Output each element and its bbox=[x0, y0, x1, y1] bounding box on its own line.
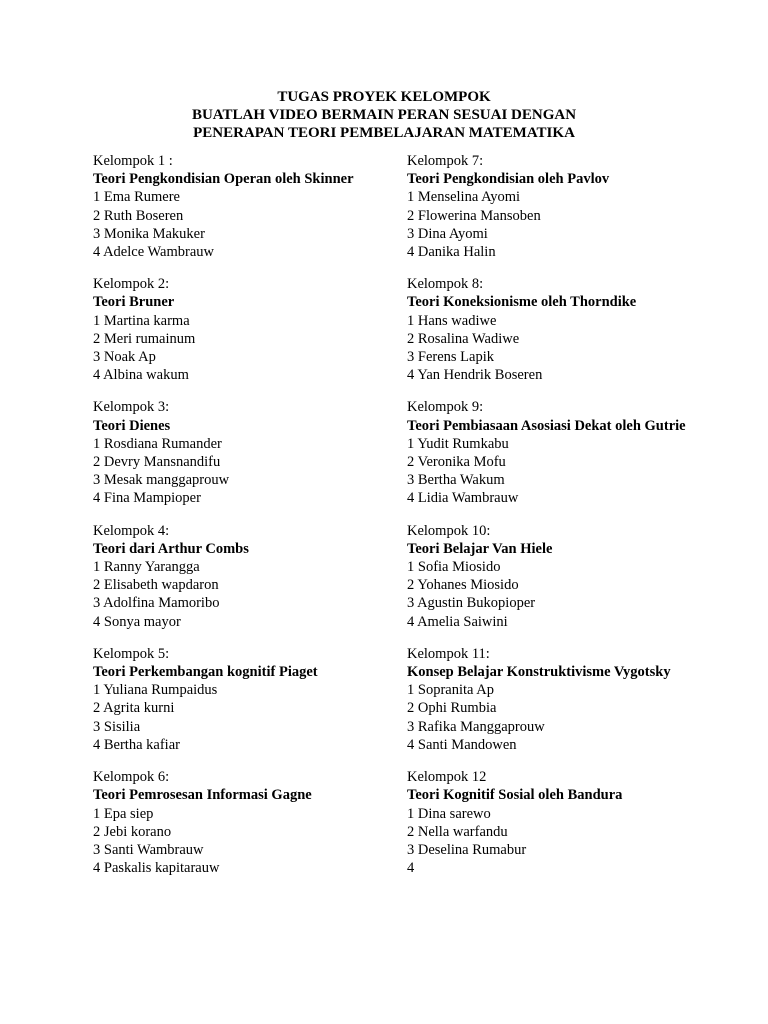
group-theory: Teori Pengkondisian Operan oleh Skinner bbox=[93, 171, 354, 188]
group-member: 4 Adelce Wambrauw bbox=[93, 244, 214, 261]
group-block bbox=[407, 152, 707, 261]
group-member: 2 Ophi Rumbia bbox=[407, 700, 497, 717]
group-member: 1 Rosdiana Rumander bbox=[93, 435, 222, 452]
group-member: 1 Menselina Ayomi bbox=[407, 189, 521, 206]
group-member: 2 Yohanes Miosido bbox=[407, 577, 519, 594]
group-member: 3 Mesak manggaprouw bbox=[93, 472, 230, 489]
group-theory: Teori Pemrosesan Informasi Gagne bbox=[93, 787, 312, 804]
group-member: 1 Yuliana Rumpaidus bbox=[93, 682, 218, 699]
group-block bbox=[407, 522, 707, 631]
group-member: 1 Ema Rumere bbox=[93, 189, 180, 206]
group-member: 4 Yan Hendrik Boseren bbox=[407, 367, 543, 384]
group-member: 2 Jebi korano bbox=[93, 823, 172, 840]
group-member: 1 Martina karma bbox=[93, 312, 190, 329]
group-member: 2 Meri rumainum bbox=[93, 330, 196, 347]
group-member: 2 Elisabeth wapdaron bbox=[93, 577, 219, 594]
group-member: 1 Hans wadiwe bbox=[407, 312, 497, 329]
group-member: 4 Fina Mampioper bbox=[93, 490, 201, 507]
group-member: 4 Paskalis kapitarauw bbox=[93, 860, 220, 877]
group-member: 2 Ruth Boseren bbox=[93, 207, 184, 224]
group-member: 1 Sopranita Ap bbox=[407, 682, 494, 699]
group-theory: Teori Belajar Van Hiele bbox=[407, 540, 553, 557]
title-line: BUATLAH VIDEO BERMAIN PERAN SESUAI DENGAN bbox=[191, 107, 577, 123]
group-label: Kelompok 5: bbox=[93, 645, 170, 662]
group-member: 3 Adolfina Mamoribo bbox=[93, 595, 220, 612]
group-label: Kelompok 2: bbox=[93, 276, 170, 293]
group-label: Kelompok 8: bbox=[407, 276, 484, 293]
group-theory: Teori dari Arthur Combs bbox=[93, 540, 249, 557]
group-member: 2 Devry Mansnandifu bbox=[93, 454, 221, 471]
group-member: 3 Dina Ayomi bbox=[407, 225, 488, 242]
group-label: Kelompok 3: bbox=[93, 399, 170, 416]
group-theory: Teori Kognitif Sosial oleh Bandura bbox=[407, 787, 623, 804]
group-block bbox=[407, 275, 707, 384]
group-theory: Teori Koneksionisme oleh Thorndike bbox=[407, 294, 637, 311]
group-label: Kelompok 12 bbox=[407, 769, 487, 786]
title-line: PENERAPAN TEORI PEMBELAJARAN MATEMATIKA bbox=[193, 125, 575, 141]
right-column bbox=[407, 152, 707, 877]
group-member: 3 Santi Wambrauw bbox=[93, 841, 204, 858]
group-member: 2 Rosalina Wadiwe bbox=[407, 330, 520, 347]
group-member: 2 Veronika Mofu bbox=[407, 454, 506, 471]
group-theory: Konsep Belajar Konstruktivisme Vygotsky bbox=[407, 664, 671, 681]
group-block bbox=[407, 645, 707, 754]
group-member: 2 Agrita kurni bbox=[93, 700, 175, 717]
group-member: 3 Rafika Manggaprouw bbox=[407, 718, 545, 735]
group-block bbox=[93, 152, 393, 261]
group-label: Kelompok 9: bbox=[407, 399, 484, 416]
group-member: 4 Lidia Wambrauw bbox=[407, 490, 519, 507]
group-label: Kelompok 7: bbox=[407, 153, 484, 169]
group-theory: Teori Dienes bbox=[93, 417, 171, 434]
group-member: 2 Flowerina Mansoben bbox=[407, 207, 541, 224]
group-member: 3 Monika Makuker bbox=[93, 225, 205, 242]
group-label: Kelompok 6: bbox=[93, 769, 170, 786]
group-member: 4 Sonya mayor bbox=[93, 613, 181, 630]
group-member: 1 Yudit Rumkabu bbox=[407, 435, 509, 452]
group-theory: Teori Pembiasaan Asosiasi Dekat oleh Gutrie bbox=[407, 417, 686, 434]
group-theory: Teori Perkembangan kognitif Piaget bbox=[93, 664, 318, 681]
group-member: 2 Nella warfandu bbox=[407, 823, 508, 840]
group-member: 3 Ferens Lapik bbox=[407, 349, 494, 366]
group-member: 3 Deselina Rumabur bbox=[407, 841, 527, 858]
group-theory: Teori Bruner bbox=[93, 294, 175, 311]
group-member: 4 Amelia Saiwini bbox=[407, 613, 508, 630]
group-label: Kelompok 1 : bbox=[93, 153, 173, 169]
group-label: Kelompok 10: bbox=[407, 522, 491, 539]
group-block bbox=[93, 768, 393, 877]
group-member: 4 Danika Halin bbox=[407, 244, 496, 261]
document-title bbox=[0, 88, 768, 142]
group-theory: Teori Pengkondisian oleh Pavlov bbox=[407, 171, 610, 188]
group-block bbox=[93, 645, 393, 754]
group-block bbox=[93, 398, 393, 507]
group-member: 3 Agustin Bukopioper bbox=[407, 595, 536, 612]
group-label: Kelompok 4: bbox=[93, 522, 170, 539]
group-member: 4 Bertha kafiar bbox=[93, 736, 180, 753]
group-block bbox=[93, 522, 393, 631]
group-member: 3 Noak Ap bbox=[93, 349, 156, 366]
group-member: 1 Sofia Miosido bbox=[407, 559, 501, 576]
group-member: 4 bbox=[407, 860, 415, 877]
left-column bbox=[93, 152, 393, 877]
group-member: 4 Albina wakum bbox=[93, 367, 189, 384]
group-member: 1 Ranny Yarangga bbox=[93, 559, 200, 576]
title-line: TUGAS PROYEK KELOMPOK bbox=[277, 89, 491, 105]
group-member: 4 Santi Mandowen bbox=[407, 736, 517, 753]
group-member: 1 Epa siep bbox=[93, 805, 154, 822]
group-label: Kelompok 11: bbox=[407, 645, 490, 662]
group-block bbox=[407, 768, 707, 877]
group-member: 3 Sisilia bbox=[93, 718, 141, 735]
group-member: 1 Dina sarewo bbox=[407, 805, 491, 822]
group-member: 3 Bertha Wakum bbox=[407, 472, 505, 489]
group-block bbox=[93, 275, 393, 384]
group-block bbox=[407, 398, 707, 507]
